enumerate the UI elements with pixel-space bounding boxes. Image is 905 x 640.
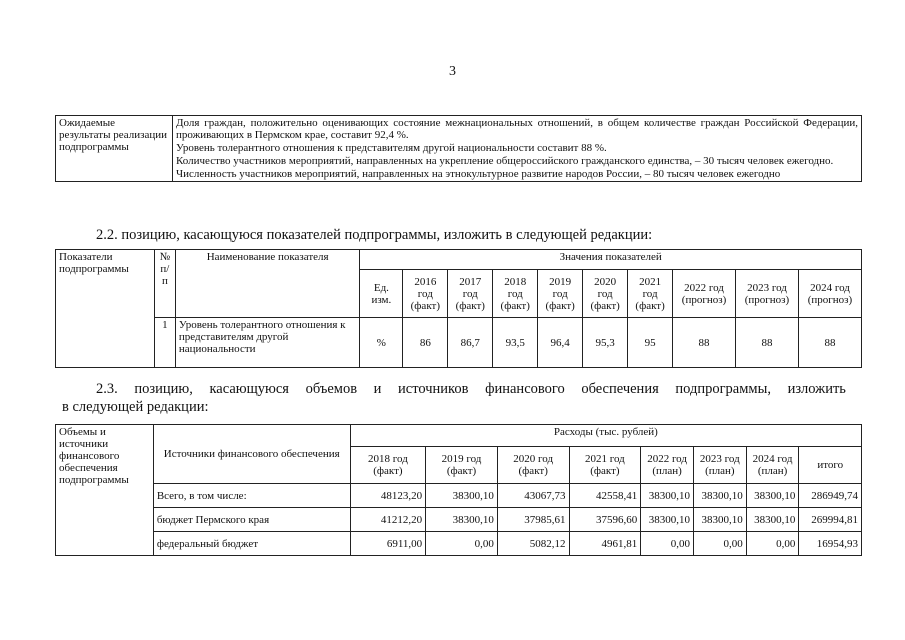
- source-name: федеральный бюджет: [153, 532, 350, 556]
- paragraph-2-3: [96, 381, 846, 398]
- year-header: 2024 год (прогноз): [798, 270, 861, 318]
- amount-cell: 41212,20: [350, 508, 425, 532]
- table-row: [56, 318, 862, 368]
- paragraph-2-2: 2.2. позицию, касающуюся показателей подпрограммы, изложить в следующей редакции:: [96, 227, 653, 243]
- value-cell: 95: [628, 318, 673, 368]
- row-number: 1: [154, 318, 175, 368]
- source-name: Всего, в том числе:: [153, 484, 350, 508]
- value-cell: 86: [403, 318, 448, 368]
- amount-cell: 38300,10: [641, 484, 694, 508]
- paragraph-2-3-continuation: в следующей редакции:: [62, 399, 209, 415]
- amount-cell: 42558,41: [569, 484, 641, 508]
- amount-cell: 38300,10: [426, 484, 498, 508]
- year-header: 2023 год (прогноз): [736, 270, 799, 318]
- year-header: 2019 год (факт): [538, 270, 583, 318]
- indicator-name: Уровень толерантного отношения к представителям другой национальности: [175, 318, 360, 368]
- amount-cell: 43067,73: [497, 484, 569, 508]
- amount-cell: 38300,10: [641, 508, 694, 532]
- paragraph-word: обеспечения: [581, 381, 659, 397]
- year-header: 2018 год (факт): [493, 270, 538, 318]
- amount-cell: 37985,61: [497, 508, 569, 532]
- amount-cell: 286949,74: [799, 484, 862, 508]
- amount-cell: 37596,60: [569, 508, 641, 532]
- paragraph-word: источников: [398, 381, 469, 397]
- paragraph-word: подпрограммы,: [675, 381, 771, 397]
- amount-cell: 0,00: [641, 532, 694, 556]
- year-header: 2024 год (план): [746, 447, 799, 484]
- year-header: 2020 год (факт): [497, 447, 569, 484]
- year-header: 2016 год (факт): [403, 270, 448, 318]
- sources-header: Источники финансового обеспечения: [153, 425, 350, 484]
- table-row: [56, 484, 862, 508]
- value-cell: 96,4: [538, 318, 583, 368]
- amount-cell: 38300,10: [746, 484, 799, 508]
- amount-cell: 38300,10: [693, 484, 746, 508]
- indicator-name-header: Наименование показателя: [175, 250, 360, 318]
- paragraph-word: позицию,: [134, 381, 193, 397]
- year-header: 2020 год (факт): [583, 270, 628, 318]
- amount-cell: 269994,81: [799, 508, 862, 532]
- amount-cell: 0,00: [693, 532, 746, 556]
- expected-results-text: [173, 116, 862, 182]
- table-row: [56, 508, 862, 532]
- value-cell: 88: [798, 318, 861, 368]
- amount-cell: 6911,00: [350, 532, 425, 556]
- expected-results-label: Ожидаемые результаты реализации подпрограммы: [56, 116, 173, 182]
- value-cell: 86,7: [448, 318, 493, 368]
- table-row: [56, 532, 862, 556]
- expenses-header: Расходы (тыс. рублей): [350, 425, 861, 447]
- paragraph-word: 2.3.: [96, 381, 118, 397]
- indicators-table: [55, 249, 862, 368]
- year-header: 2022 год (план): [641, 447, 694, 484]
- financing-table: [55, 424, 862, 556]
- expected-result-item: Количество участников мероприятий, направленных на укрепление общероссийского гражданского единства, – 30 тысяч человек ежегодно.: [176, 155, 834, 167]
- amount-cell: 38300,10: [746, 508, 799, 532]
- indicators-header: Показатели подпрограммы: [56, 250, 155, 368]
- values-header: Значения показателей: [360, 250, 862, 270]
- paragraph-word: финансового: [485, 381, 565, 397]
- amount-cell: 16954,93: [799, 532, 862, 556]
- value-cell: 88: [736, 318, 799, 368]
- expected-result-item: Уровень толерантного отношения к представителям другой национальности составит 88 %.: [176, 142, 607, 154]
- value-cell: 88: [673, 318, 736, 368]
- amount-cell: 0,00: [746, 532, 799, 556]
- paragraph-word: и: [373, 381, 382, 397]
- source-name: бюджет Пермского края: [153, 508, 350, 532]
- paragraph-word: объемов: [305, 381, 358, 397]
- paragraph-word: касающуюся: [209, 381, 289, 397]
- year-header: 2021 год (факт): [569, 447, 641, 484]
- amount-cell: 38300,10: [693, 508, 746, 532]
- unit-header: Ед. изм.: [360, 270, 403, 318]
- page-number: 3: [449, 64, 456, 79]
- amount-cell: 4961,81: [569, 532, 641, 556]
- financing-label: Объемы и источники финансового обеспечения подпрограммы: [56, 425, 154, 556]
- value-cell: 95,3: [583, 318, 628, 368]
- total-header: итого: [799, 447, 862, 484]
- expected-results-table: [55, 115, 862, 182]
- amount-cell: 48123,20: [350, 484, 425, 508]
- year-header: 2018 год (факт): [350, 447, 425, 484]
- year-header: 2017 год (факт): [448, 270, 493, 318]
- unit-cell: %: [360, 318, 403, 368]
- amount-cell: 5082,12: [497, 532, 569, 556]
- paragraph-word: изложить: [787, 381, 846, 397]
- expected-result-item: Численность участников мероприятий, направленных на этнокультурное развитие народов России, – 80 тысяч человек ежегодно: [176, 168, 781, 180]
- expected-result-item: Доля граждан, положительно оценивающих состояние межнациональных отношений, в общем количестве граждан Российской Федерации, проживающих в Пермском крае, составит 92,4 %.: [176, 117, 858, 141]
- number-header: № п/п: [154, 250, 175, 318]
- amount-cell: 38300,10: [426, 508, 498, 532]
- year-header: 2023 год (план): [693, 447, 746, 484]
- amount-cell: 0,00: [426, 532, 498, 556]
- year-header: 2022 год (прогноз): [673, 270, 736, 318]
- year-header: 2021 год (факт): [628, 270, 673, 318]
- value-cell: 93,5: [493, 318, 538, 368]
- year-header: 2019 год (факт): [426, 447, 498, 484]
